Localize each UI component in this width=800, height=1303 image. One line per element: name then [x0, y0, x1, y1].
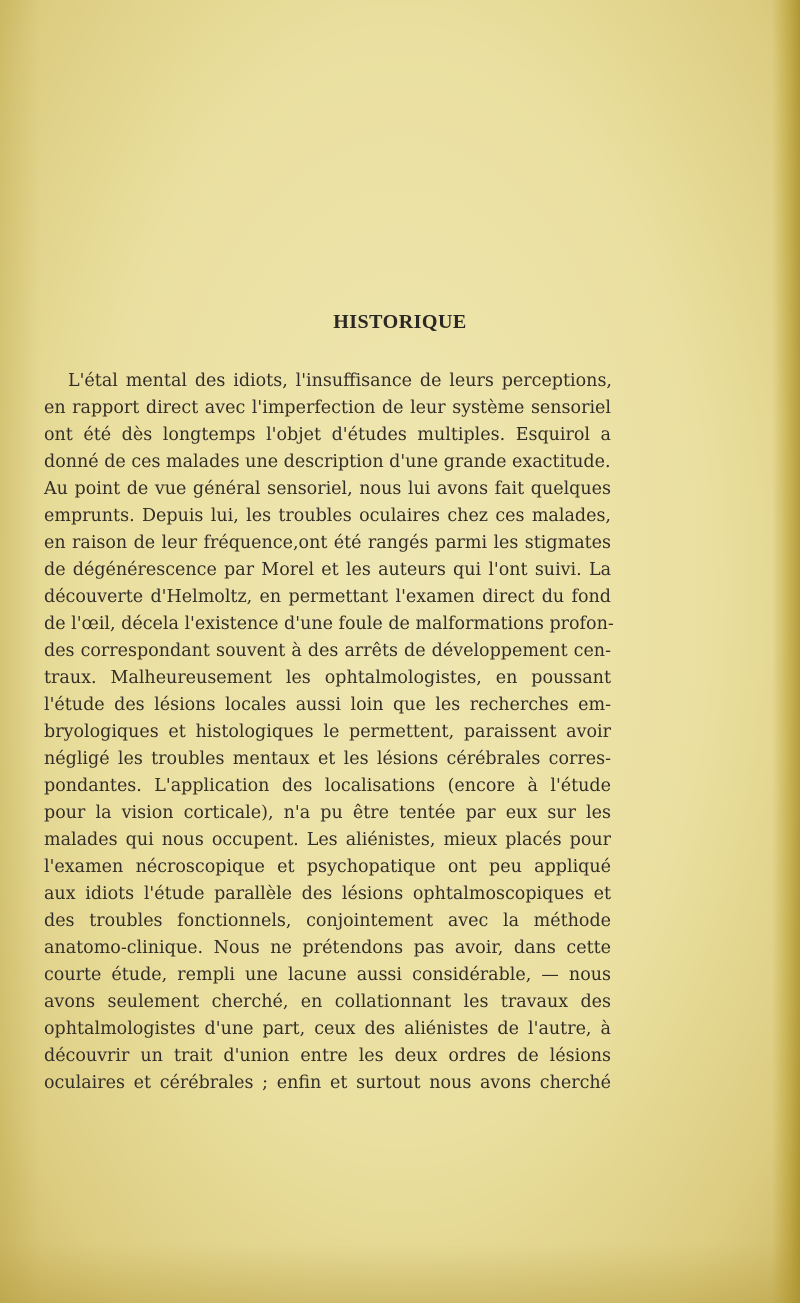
text-line: découverte d'Helmoltz, en permettant l'examen direct du fond	[44, 587, 611, 607]
text-line: l'étude des lésions locales aussi loin que les recherches em-	[44, 695, 611, 715]
text-line: de l'œil, décela l'existence d'une foule de malformations profon-	[44, 614, 614, 634]
text-line: des troubles fonctionnels, conjointement avec la méthode	[44, 911, 611, 931]
text-line: de dégénérescence par Morel et les auteurs qui l'ont suivi. La	[44, 560, 611, 580]
text-line: donné de ces malades une description d'une grande exactitude.	[44, 452, 611, 472]
text-line: pondantes. L'application des localisations (encore à l'étude	[44, 776, 611, 796]
text-line: en rapport direct avec l'imperfection de leur système sensoriel	[44, 398, 611, 418]
text-line: traux. Malheureusement les ophtalmologistes, en poussant	[44, 668, 611, 688]
section-heading: HISTORIQUE	[333, 311, 467, 333]
text-line: anatomo-clinique. Nous ne prétendons pas avoir, dans cette	[44, 938, 611, 958]
text-line: bryologiques et histologiques le permettent, paraissent avoir	[44, 722, 611, 742]
page-right-edge-stain	[772, 0, 800, 1303]
text-line: avons seulement cherché, en collationnant les travaux des	[44, 992, 611, 1012]
text-line: courte étude, rempli une lacune aussi considérable, — nous	[44, 965, 611, 985]
text-line: L'étal mental des idiots, l'insuffisance de leurs perceptions,	[68, 371, 612, 391]
text-line: découvrir un trait d'union entre les deux ordres de lésions	[44, 1046, 611, 1066]
text-line: l'examen nécroscopique et psychopatique ont peu appliqué	[44, 857, 611, 877]
text-line: ont été dès longtemps l'objet d'études multiples. Esquirol a	[44, 425, 611, 445]
text-line: oculaires et cérébrales ; enfin et surtout nous avons cherché	[44, 1073, 611, 1093]
page-left-shadow	[0, 0, 40, 1303]
text-line: Au point de vue général sensoriel, nous lui avons fait quelques	[44, 479, 611, 499]
text-line: des correspondant souvent à des arrêts de développement cen-	[44, 641, 611, 661]
text-line: emprunts. Depuis lui, les troubles oculaires chez ces malades,	[44, 506, 611, 526]
text-line: ophtalmologistes d'une part, ceux des aliénistes de l'autre, à	[44, 1019, 611, 1039]
text-line: malades qui nous occupent. Les aliénistes, mieux placés pour	[44, 830, 611, 850]
text-line: aux idiots l'étude parallèle des lésions ophtalmoscopiques et	[44, 884, 611, 904]
text-line: négligé les troubles mentaux et les lésions cérébrales corres-	[44, 749, 611, 769]
text-line: pour la vision corticale), n'a pu être tentée par eux sur les	[44, 803, 611, 823]
page-bottom-shadow	[0, 1243, 800, 1303]
text-line: en raison de leur fréquence,ont été rangés parmi les stigmates	[44, 533, 611, 553]
